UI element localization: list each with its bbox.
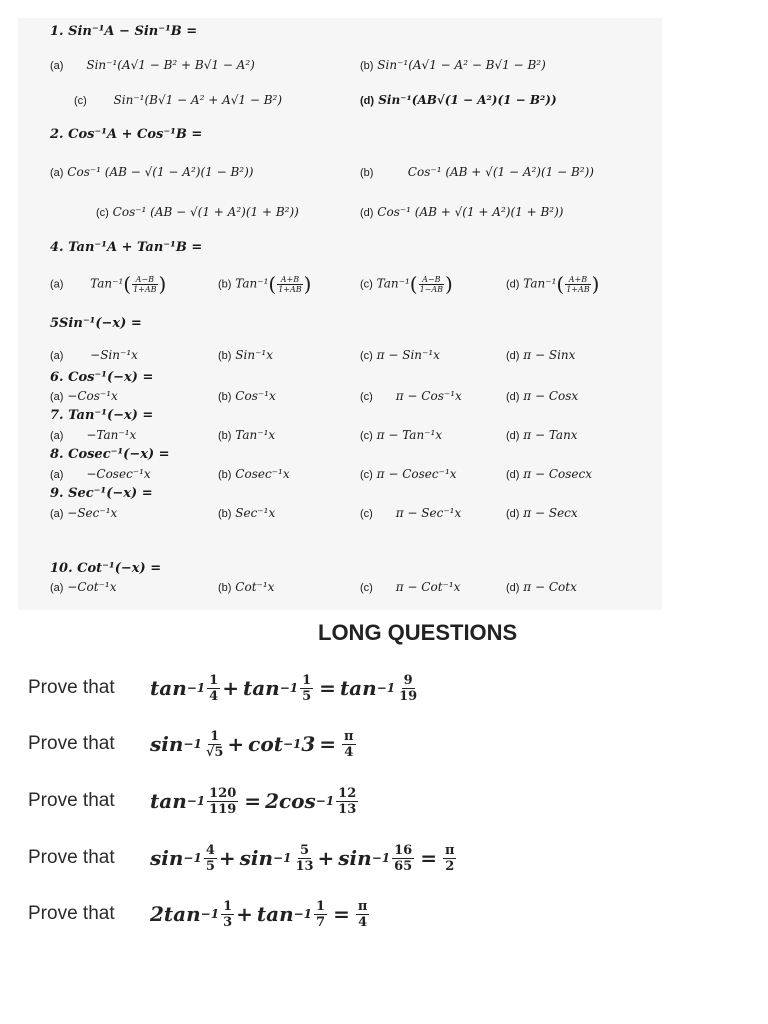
question-5-option-a	[50, 348, 138, 362]
question-2-option-a	[50, 165, 253, 179]
question-1-option-b	[360, 58, 546, 72]
fraction	[419, 275, 444, 294]
fraction-denominator: 4	[209, 688, 219, 704]
question-8-title: 8. Cosec⁻¹(−x) =	[50, 447, 170, 462]
fraction	[443, 843, 457, 874]
option-label: (d)	[360, 95, 375, 107]
option-label: (c)	[360, 508, 373, 520]
fraction-numerator: A+B	[277, 275, 302, 285]
fraction-denominator: 1−AB	[419, 284, 444, 294]
fraction-numerator: π	[344, 728, 354, 744]
question-7-title: 7. Tan⁻¹(−x) =	[50, 408, 154, 423]
fraction-denominator: 3	[223, 914, 233, 930]
term: tan	[256, 902, 294, 926]
option-label: (d)	[506, 278, 520, 291]
fraction	[207, 786, 238, 817]
prove-label: Prove that	[28, 677, 115, 698]
option-text: Sin⁻¹(B√1 − A² + A√1 − B²)	[113, 93, 283, 107]
term: sin	[150, 846, 184, 870]
question-9-option-d	[506, 506, 578, 520]
operator: +	[218, 846, 236, 870]
question-2-title: 2. Cos⁻¹A + Cos⁻¹B =	[50, 127, 203, 142]
option-text: π − Sin⁻¹x	[376, 348, 440, 362]
fraction-denominator: √5	[205, 744, 224, 760]
question-4-option-d: (d) Tan⁻¹( $\frac{A+B}{1+AB}$ )	[506, 272, 600, 296]
operator: =	[333, 902, 350, 926]
fraction-denominator: 13	[338, 801, 357, 817]
option-text: Sin⁻¹(A√1 − A² − B√1 − B²)	[377, 58, 546, 72]
option-text: Cos⁻¹ (AB + √(1 − A²)(1 − B²))	[407, 165, 594, 179]
question-4-option-a: (a) Tan⁻¹( $\frac{A-B}{1+AB}$ )	[50, 272, 167, 296]
fraction-denominator: 13	[295, 858, 314, 874]
fraction-numerator: 1	[209, 672, 219, 688]
option-label: (b)	[218, 278, 232, 291]
option-label: (c)	[96, 207, 109, 219]
option-label: (d)	[506, 582, 520, 594]
option-label: (a)	[50, 350, 64, 362]
option-text: −Cos⁻¹x	[67, 389, 118, 403]
question-7-option-d	[506, 428, 578, 442]
term: sin	[338, 846, 372, 870]
prove-label: Prove that	[28, 733, 115, 754]
operator: =	[420, 846, 437, 870]
option-func: Tan⁻¹	[90, 276, 124, 291]
equation: sin −1 $\frac{4}{5}$ + sin −1 $\frac{5}{13}$ + sin −1 $\frac{16}{65}$ = $\frac{\pi}{2}$	[150, 842, 455, 874]
question-5-option-c	[360, 348, 440, 362]
fraction-denominator: 2	[445, 858, 455, 874]
option-label: (b)	[218, 508, 232, 520]
operator: =	[319, 676, 336, 700]
fraction	[277, 275, 302, 294]
question-2-option-b	[360, 165, 594, 179]
question-4-title: 4. Tan⁻¹A + Tan⁻¹B =	[50, 240, 203, 255]
option-text: Sin⁻¹(A√1 − B² + B√1 − A²)	[86, 58, 255, 72]
question-5-option-d	[506, 348, 575, 362]
option-label: (c)	[360, 350, 373, 362]
option-text: Cosec⁻¹x	[235, 467, 290, 481]
term-value: 3	[301, 732, 316, 756]
term: tan	[150, 676, 187, 700]
question-9-option-a	[50, 506, 117, 520]
fraction	[132, 275, 157, 294]
fraction	[397, 673, 419, 704]
fraction	[293, 843, 315, 874]
term: tan	[339, 676, 377, 700]
option-text: π − Tanx	[523, 428, 578, 442]
question-2-option-d	[360, 205, 563, 219]
option-text: π − Cotx	[523, 580, 577, 594]
long-question-1	[28, 663, 421, 713]
long-questions-heading: LONG QUESTIONS	[318, 620, 518, 645]
question-6-title: 6. Cos⁻¹(−x) =	[50, 370, 154, 385]
option-label: (a)	[50, 391, 64, 403]
long-question-4	[28, 833, 458, 883]
operator: +	[317, 846, 335, 870]
option-label: (a)	[50, 508, 64, 520]
fraction-numerator: 120	[209, 785, 237, 801]
option-text: Cos⁻¹ (AB − √(1 + A²)(1 + B²))	[112, 205, 299, 219]
option-label: (b)	[218, 582, 232, 594]
question-10-option-c	[360, 580, 460, 594]
question-7-option-a	[50, 428, 136, 442]
fraction-denominator: 7	[316, 914, 326, 930]
fraction-denominator: 19	[399, 688, 418, 704]
fraction	[336, 786, 358, 817]
option-text: Cos⁻¹ (AB − √(1 − A²)(1 − B²))	[67, 165, 254, 179]
option-label: (c)	[360, 430, 373, 442]
option-text: −Sec⁻¹x	[67, 506, 118, 520]
option-text: Cos⁻¹ (AB + √(1 + A²)(1 + B²))	[377, 205, 564, 219]
option-text: π − Sec⁻¹x	[395, 506, 462, 520]
option-text: π − Cosecx	[523, 467, 593, 481]
fraction-numerator: π	[444, 842, 455, 858]
question-4-option-c: (c) Tan⁻¹( $\frac{A-B}{1-AB}$ )	[360, 272, 453, 296]
option-text: Sec⁻¹x	[235, 506, 276, 520]
fraction	[565, 275, 590, 294]
question-4-option-b: (b) Tan⁻¹( $\frac{A+B}{1+AB}$ )	[218, 272, 312, 296]
fraction-denominator: 4	[344, 744, 354, 760]
fraction-numerator: 1	[302, 672, 312, 688]
fraction	[300, 673, 313, 704]
option-label: (b)	[218, 430, 232, 442]
question-8-option-a	[50, 467, 151, 481]
option-label: (d)	[506, 430, 520, 442]
option-text: Tan⁻¹x	[235, 428, 276, 442]
option-label: (d)	[506, 350, 520, 362]
term: 2cos	[265, 789, 316, 813]
option-text: −Sin⁻¹x	[90, 348, 138, 362]
fraction	[204, 843, 217, 874]
fraction	[342, 729, 356, 760]
option-text: π − Cot⁻¹x	[395, 580, 461, 594]
option-label: (b)	[218, 469, 232, 481]
question-10-option-a	[50, 580, 116, 594]
fraction	[207, 673, 220, 704]
fraction-denominator: 5	[302, 688, 312, 704]
operator: =	[319, 732, 337, 756]
operator: =	[244, 789, 262, 813]
option-label: (d)	[506, 508, 520, 520]
question-7-option-b	[218, 428, 275, 442]
option-text: π − Cosec⁻¹x	[376, 467, 457, 481]
term: cot	[248, 732, 283, 756]
fraction-numerator: 12	[338, 785, 357, 801]
option-text: π − Secx	[523, 506, 578, 520]
term: 2tan	[150, 902, 201, 926]
question-1-option-a	[50, 58, 255, 72]
option-label: (a)	[50, 60, 64, 72]
fraction	[392, 843, 414, 874]
question-1-title: 1. Sin⁻¹A − Sin⁻¹B =	[50, 24, 198, 39]
question-10-option-b	[218, 580, 274, 594]
option-label: (b)	[218, 350, 232, 362]
prove-label: Prove that	[28, 903, 115, 924]
question-10-title: 10. Cot⁻¹(−x) =	[50, 561, 162, 576]
question-6-option-c	[360, 389, 462, 403]
option-label: (c)	[360, 278, 373, 291]
question-2-option-c	[96, 205, 299, 219]
operator: +	[227, 732, 245, 756]
option-text: −Cot⁻¹x	[67, 580, 117, 594]
fraction-numerator: 9	[403, 672, 413, 688]
term: tan	[242, 676, 280, 700]
option-label: (a)	[50, 167, 64, 179]
term: sin	[150, 732, 184, 756]
prove-label: Prove that	[28, 847, 115, 868]
question-1-option-d	[360, 93, 557, 107]
question-8-option-c	[360, 467, 457, 481]
fraction	[356, 899, 370, 930]
option-func: Tan⁻¹	[235, 276, 269, 291]
option-text: Cos⁻¹x	[235, 389, 276, 403]
option-label: (b)	[360, 60, 374, 72]
fraction-numerator: 16	[394, 842, 413, 858]
question-7-option-c	[360, 428, 442, 442]
option-text: π − Tan⁻¹x	[376, 428, 443, 442]
option-label: (b)	[360, 167, 374, 179]
fraction-denominator: 5	[205, 858, 215, 874]
option-text: π − Cos⁻¹x	[395, 389, 462, 403]
fraction-denominator: 1+AB	[133, 284, 157, 294]
equation: tan −1 $\frac{120}{119}$ = 2cos −1 $\frac{12}{13}$	[150, 785, 357, 817]
option-func: Tan⁻¹	[523, 276, 557, 291]
option-label: (a)	[50, 582, 64, 594]
fraction-numerator: A+B	[565, 275, 590, 285]
option-label: (c)	[360, 391, 373, 403]
question-6-option-a	[50, 389, 118, 403]
fraction-numerator: π	[357, 898, 368, 914]
question-5-option-b	[218, 348, 273, 362]
question-10-option-d	[506, 580, 577, 594]
prove-label: Prove that	[28, 790, 115, 811]
operator: +	[222, 676, 239, 700]
question-8-option-d	[506, 467, 592, 481]
option-label: (a)	[50, 278, 64, 291]
option-label: (c)	[74, 95, 87, 107]
fraction	[314, 899, 327, 930]
fraction-numerator: A−B	[132, 275, 157, 285]
option-label: (b)	[218, 391, 232, 403]
equation: 2tan −1 $\frac{1}{3}$ + tan −1 $\frac{1}{7}$ = $\frac{\pi}{4}$	[150, 898, 368, 930]
fraction-denominator: 1+AB	[278, 284, 302, 294]
term: tan	[150, 789, 187, 813]
operator: +	[236, 902, 253, 926]
question-9-option-b	[218, 506, 275, 520]
long-question-2	[28, 719, 358, 769]
question-9-option-c	[360, 506, 461, 520]
option-label: (a)	[50, 430, 64, 442]
option-label: (c)	[360, 582, 373, 594]
option-text: π − Cosx	[523, 389, 579, 403]
fraction-numerator: 5	[299, 842, 309, 858]
fraction-denominator: 1+AB	[566, 284, 590, 294]
option-func: Tan⁻¹	[376, 276, 410, 291]
option-text: Sin⁻¹x	[235, 348, 273, 362]
term: sin	[239, 846, 274, 870]
question-9-title: 9. Sec⁻¹(−x) =	[50, 486, 153, 501]
fraction-denominator: 65	[394, 858, 413, 874]
option-text: Cot⁻¹x	[235, 580, 275, 594]
option-label: (d)	[360, 207, 374, 219]
long-question-5	[28, 889, 371, 939]
long-question-3	[28, 776, 360, 826]
option-text: −Cosec⁻¹x	[86, 467, 151, 481]
fraction-numerator: 4	[205, 842, 215, 858]
option-label: (a)	[50, 469, 64, 481]
question-8-option-b	[218, 467, 290, 481]
question-1-option-c	[74, 93, 282, 107]
fraction-denominator: 119	[209, 801, 237, 817]
fraction-numerator: 1	[316, 898, 326, 914]
question-5-title: 5Sin⁻¹(−x) =	[50, 316, 142, 331]
option-text: Sin⁻¹(AB√(1 − A²)(1 − B²))	[378, 93, 557, 107]
option-label: (c)	[360, 469, 373, 481]
fraction	[221, 899, 234, 930]
fraction-numerator: 1	[210, 728, 220, 744]
option-label: (d)	[506, 391, 520, 403]
fraction-numerator: A−B	[419, 275, 444, 285]
option-text: π − Sinx	[523, 348, 576, 362]
equation: tan −1 $\frac{1}{4}$ + tan −1 $\frac{1}{5}$ = tan −1 $\frac{9}{19}$	[150, 672, 418, 704]
option-text: −Tan⁻¹x	[86, 428, 137, 442]
equation: sin −1 $\frac{1}{√5}$ + cot −1 3 = $\frac{\pi}{4}$	[150, 728, 354, 760]
option-label: (d)	[506, 469, 520, 481]
fraction-numerator: 1	[223, 898, 233, 914]
fraction-denominator: 4	[358, 914, 368, 930]
question-6-option-b	[218, 389, 276, 403]
fraction	[204, 729, 226, 760]
question-6-option-d	[506, 389, 578, 403]
